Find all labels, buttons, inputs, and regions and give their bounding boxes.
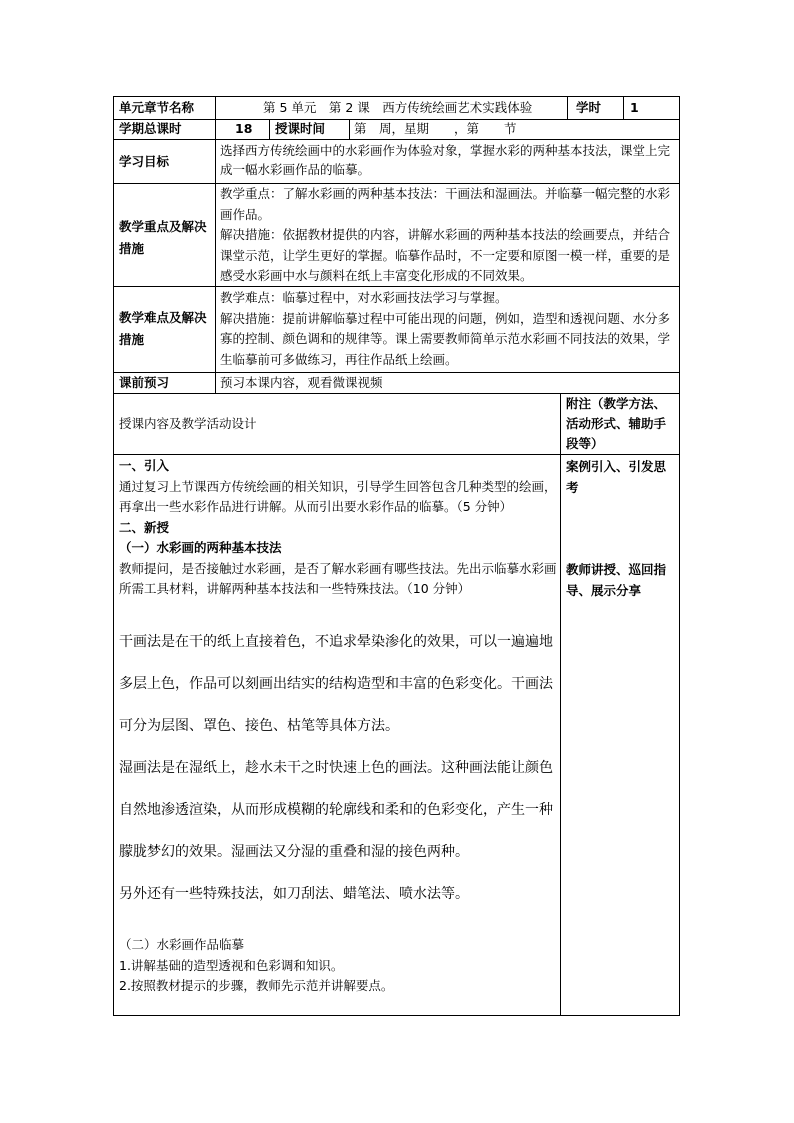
key-point-text: 教学重点：了解水彩画的两种基本技法：干画法和湿画法。并临摹一幅完整的水彩画作品。 xyxy=(220,186,671,222)
teaching-time-value: 第 周，星期 ，第 节 xyxy=(354,121,517,136)
preview-label: 课前预习 xyxy=(119,375,170,390)
section-techniques-title: （一）水彩画的两种基本技法 xyxy=(119,540,282,555)
dry-technique xyxy=(119,632,559,904)
col-divider xyxy=(269,119,270,139)
dry-line-2: 多层上色，作品可以刻画出结实的结构造型和丰富的色彩变化。干画法 xyxy=(119,676,553,692)
unit-label: 单元章节名称 xyxy=(119,100,195,115)
dry-line-1: 干画法是在干的纸上直接着色，不追求晕染渗化的效果，可以一遍遍地 xyxy=(119,634,553,650)
difficulty-point-text: 教学难点：临摹过程中，对水彩画技法学习与掌握。 xyxy=(220,290,508,305)
total-hours-value: 18 xyxy=(235,121,253,136)
key-label: 教学重点及解决措施 xyxy=(119,219,207,256)
teaching-time-label: 授课时间 xyxy=(275,121,326,136)
copy-step-1: 1.讲解基础的造型透视和色彩调和知识。 xyxy=(119,957,344,973)
difficulty-content xyxy=(220,288,676,370)
lesson-plan-table xyxy=(113,96,680,1016)
col-divider xyxy=(623,97,624,119)
row-divider xyxy=(114,454,679,455)
total-hours-label: 学期总课时 xyxy=(119,121,182,136)
note-intro: 案例引入、引发思考 xyxy=(566,459,667,495)
section-techniques-text: 教师提问，是否接触过水彩画，是否了解水彩画有哪些技法。先出示临摹水彩画所需工具材料，讲解两种基本技法和一些特殊技法。（10 分钟） xyxy=(119,560,557,596)
goal-text: 选择西方传统绘画中的水彩画作为体验对象，掌握水彩的两种基本技法，课堂上完成一幅水彩画作品的临摹。 xyxy=(220,143,671,177)
section-copy-title: （二）水彩画作品临摹 xyxy=(119,937,245,952)
wet-line-1: 湿画法是在湿纸上，趁水未干之时快速上色的画法。这种画法能让颜色 xyxy=(119,760,553,776)
special-techniques: 另外还有一些特殊技法，如刀刮法、蜡笔法、喷水法等。 xyxy=(119,886,469,902)
design-label: 授课内容及教学活动设计 xyxy=(119,416,257,431)
preview-text: 预习本课内容，观看微课视频 xyxy=(220,375,383,390)
dry-line-3: 可分为层图、罩色、接色、枯笔等具体方法。 xyxy=(119,718,399,734)
notes-header: 附注（教学方法、活动形式、辅助手段等） xyxy=(566,396,667,451)
col-divider xyxy=(349,119,350,139)
note-teaching: 教师讲授、巡回指导、展示分享 xyxy=(566,562,667,598)
goal-label: 学习目标 xyxy=(119,154,170,169)
difficulty-solution-text: 解决措施：提前讲解临摹过程中可能出现的问题，例如，造型和透视问题、水分多寡的控制、颜色调和的规律等。课上需要教师简单示范水彩画不同技法的效果，学生临摹前可多做练习，再往作品纸上绘画。 xyxy=(220,310,671,367)
col-divider xyxy=(560,393,561,1015)
col-divider xyxy=(567,97,568,119)
hours-label: 学时 xyxy=(576,100,602,115)
row-divider xyxy=(114,139,679,140)
key-content xyxy=(220,184,676,287)
section-intro-text: 通过复习上节课西方传统绘画的相关知识，引导学生回答包含几种类型的绘画，再拿出一些水彩作品进行讲解。从而引出要水彩作品的临摹。（5 分钟） xyxy=(119,478,557,514)
key-solution-text: 解决措施：依据教材提供的内容，讲解水彩画的两种基本技法的绘画要点，并结合课堂示范，让学生更好的掌握。临摹作品时，不一定要和原图一模一样，重要的是感受水彩画中水与颜料在纸上丰富变化形成的不同效果。 xyxy=(220,227,671,284)
copy-step-2: 2.按照教材提示的步骤，教师先示范并讲解要点。 xyxy=(119,978,394,993)
section-intro-title: 一、引入 xyxy=(119,458,170,473)
col-divider xyxy=(215,97,216,393)
copy-section xyxy=(119,935,559,997)
wet-line-3: 朦胧梦幻的效果。湿画法又分湿的重叠和湿的接色两种。 xyxy=(119,844,469,860)
unit-value: 第 5 单元 第 2 课 西方传统绘画艺术实践体验 xyxy=(263,100,533,115)
wet-line-2: 自然地渗透渲染，从而形成模糊的轮廓线和柔和的色彩变化，产生一种 xyxy=(119,802,553,818)
content-block xyxy=(119,456,559,600)
hours-value: 1 xyxy=(630,100,639,115)
difficulty-label: 教学难点及解决措施 xyxy=(119,310,207,347)
section-new-title: 二、新授 xyxy=(119,519,170,535)
